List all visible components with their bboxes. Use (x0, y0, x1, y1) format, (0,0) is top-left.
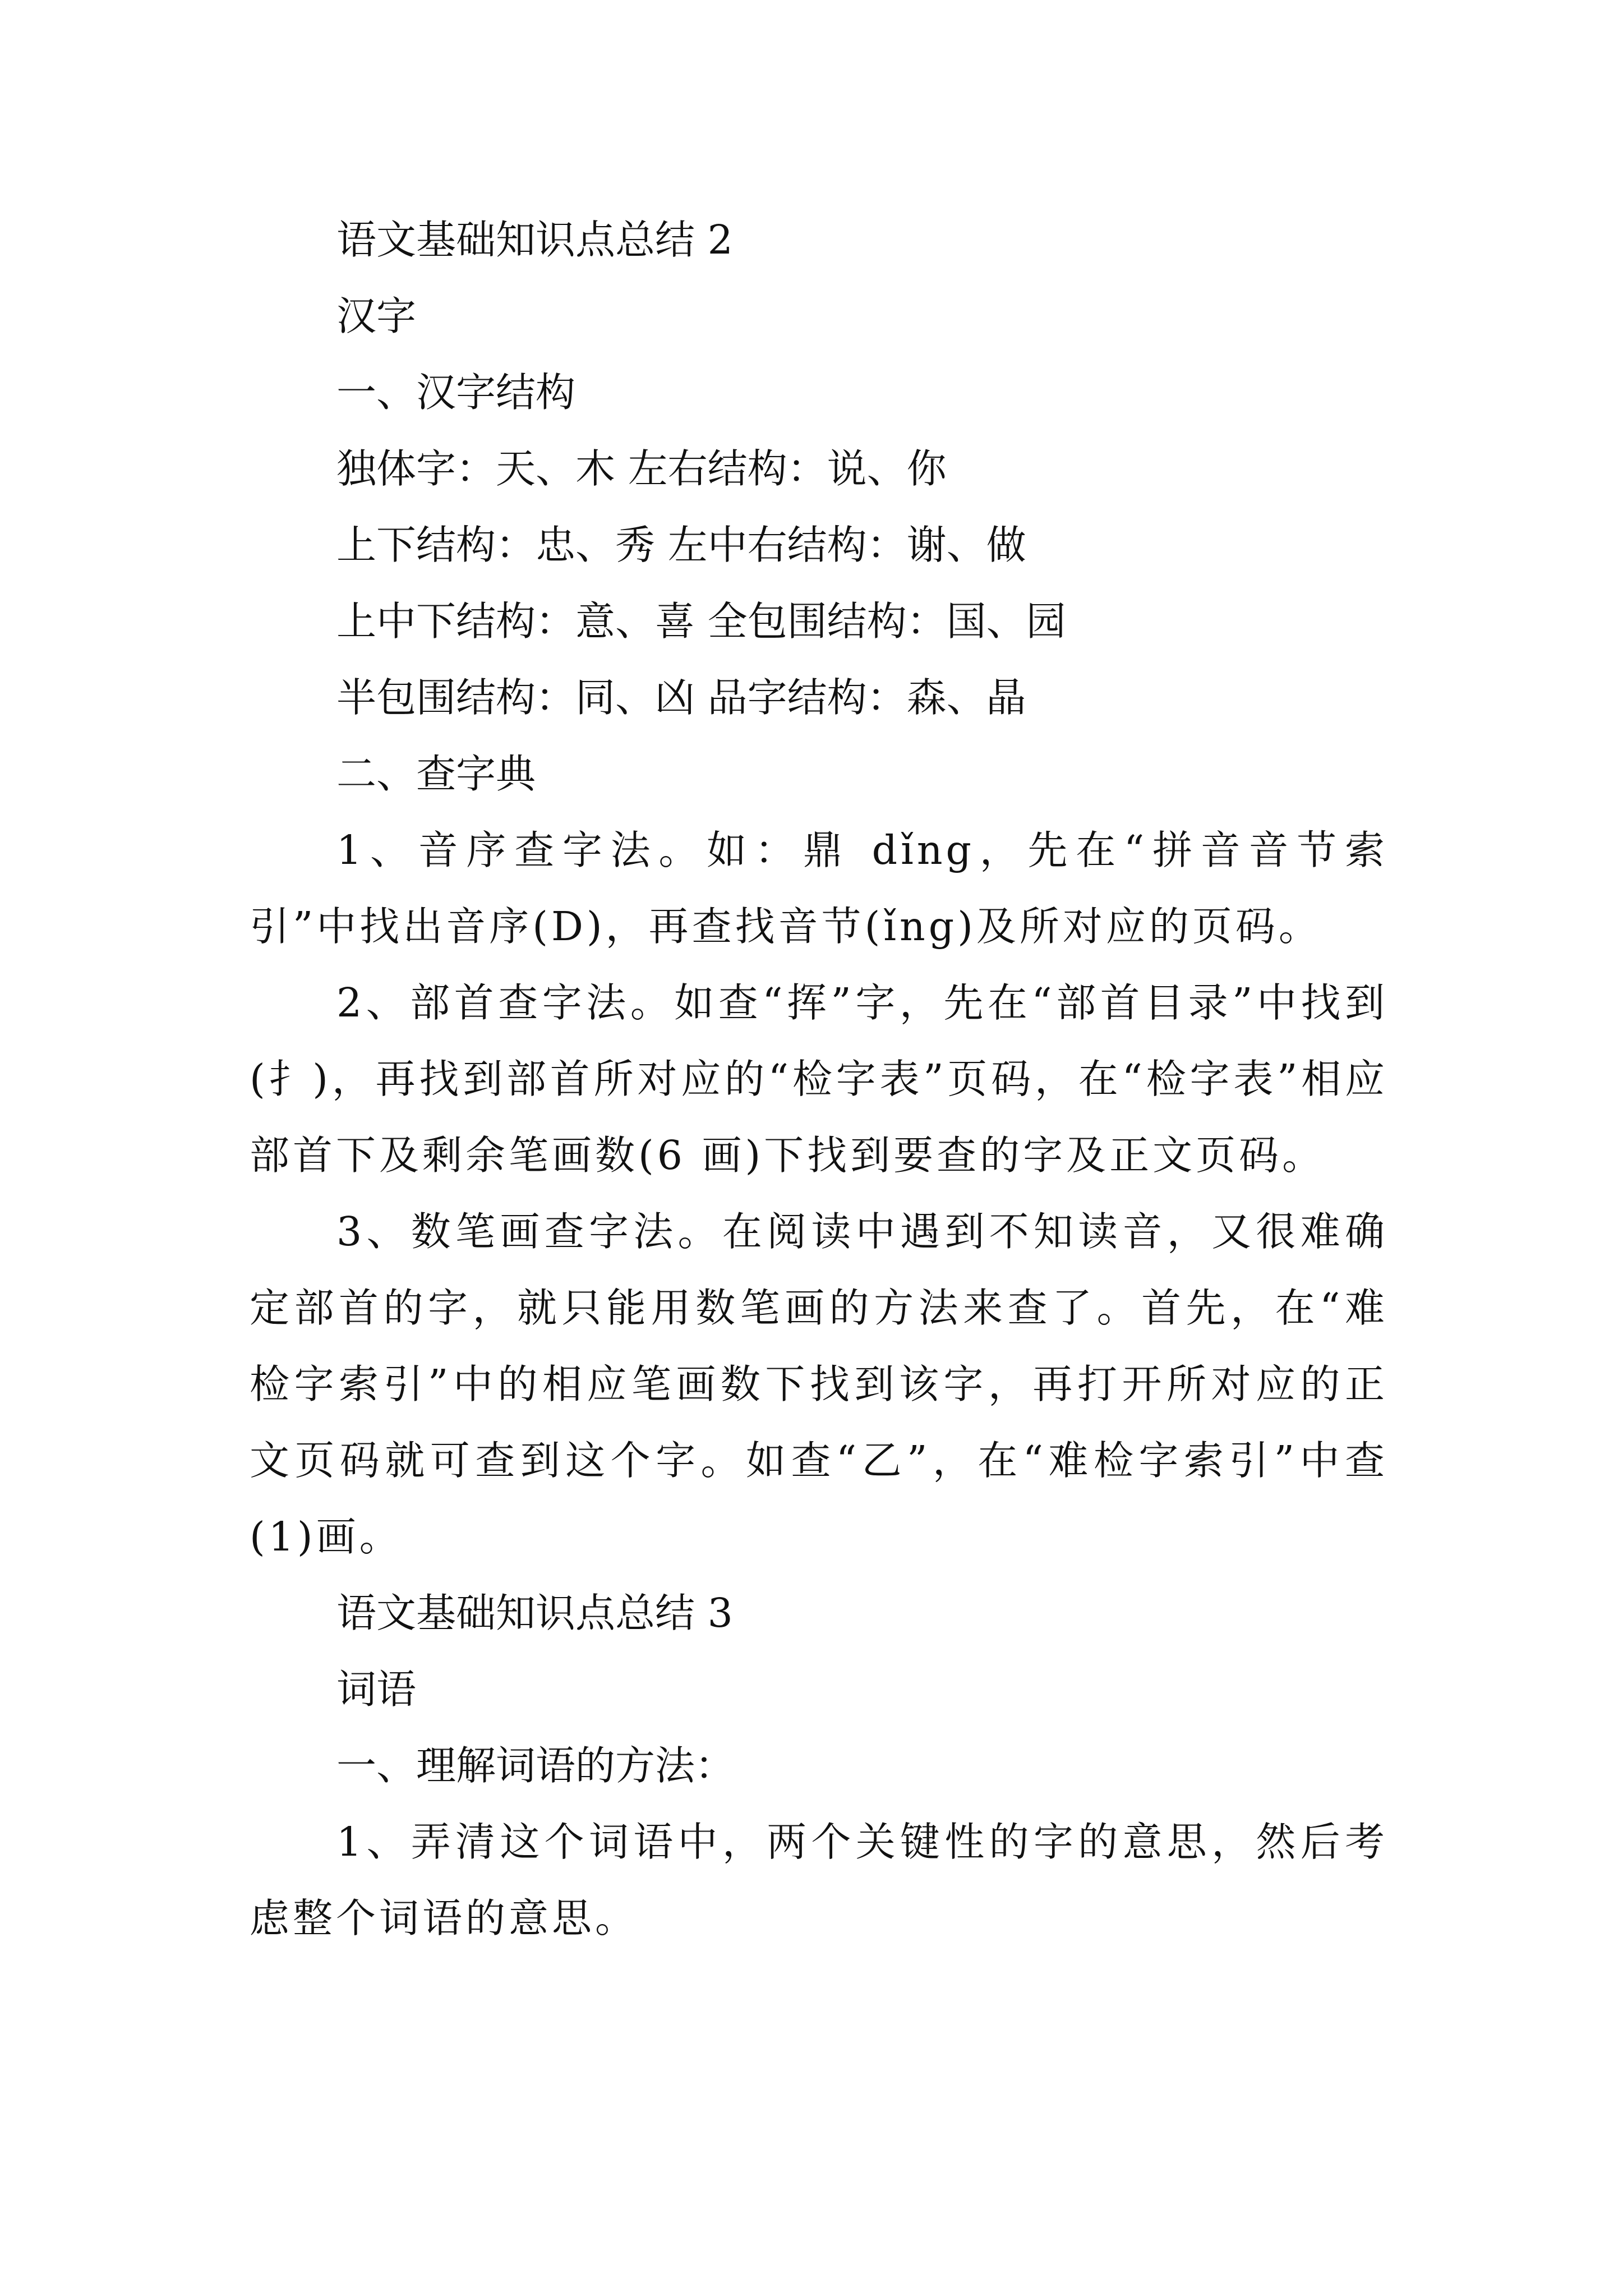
structure-line: 上中下结构：意、喜 全包围结构：国、园 (336, 598, 1066, 645)
document-body (250, 202, 1388, 1957)
section-heading-3: 语文基础知识点总结 3 (336, 1590, 733, 1636)
section-heading-2: 语文基础知识点总结 2 (336, 217, 733, 263)
subheading-dictionary: 二、查字典 (336, 751, 536, 797)
structure-line: 半包围结构：同、凶 品字结构：森、晶 (336, 674, 1026, 721)
subheading-structure: 一、汉字结构 (336, 369, 576, 416)
structure-line: 独体字：天、木 左右结构：说、你 (336, 445, 947, 492)
topic-heading-hanzi: 汉字 (336, 293, 417, 339)
subheading-word-methods: 一、理解词语的方法： (336, 1742, 735, 1789)
structure-line: 上下结构：忠、秀 左中右结构：谢、做 (336, 522, 1026, 568)
paragraph-radical-lookup: 2、部首查字法。如查“挥”字，先在“部首目录”中找到(扌)，再找到部首所对应的“检字表”页码，在“检字表”相应部首下及剩余笔画数(6 画)下找到要查的字及正文页码。 (250, 979, 1388, 1179)
paragraph-word-meaning: 1、弄清这个词语中，两个关键性的字的意思，然后考虑整个词语的意思。 (250, 1819, 1388, 1941)
paragraph-phonetic-lookup: 1、音序查字法。如：鼎 dǐng，先在“拼音音节索引”中找出音序(D)，再查找音节(ǐng)及所对应的页码。 (250, 827, 1388, 950)
paragraph-stroke-lookup: 3、数笔画查字法。在阅读中遇到不知读音，又很难确定部首的字，就只能用数笔画的方法来查了。首先，在“难检字索引”中的相应笔画数下找到该字，再打开所对应的正文页码就可查到这个字。如查“乙”，在“难检字索引”中查(1)画。 (250, 1208, 1388, 1560)
topic-heading-ciyu: 词语 (336, 1666, 417, 1713)
